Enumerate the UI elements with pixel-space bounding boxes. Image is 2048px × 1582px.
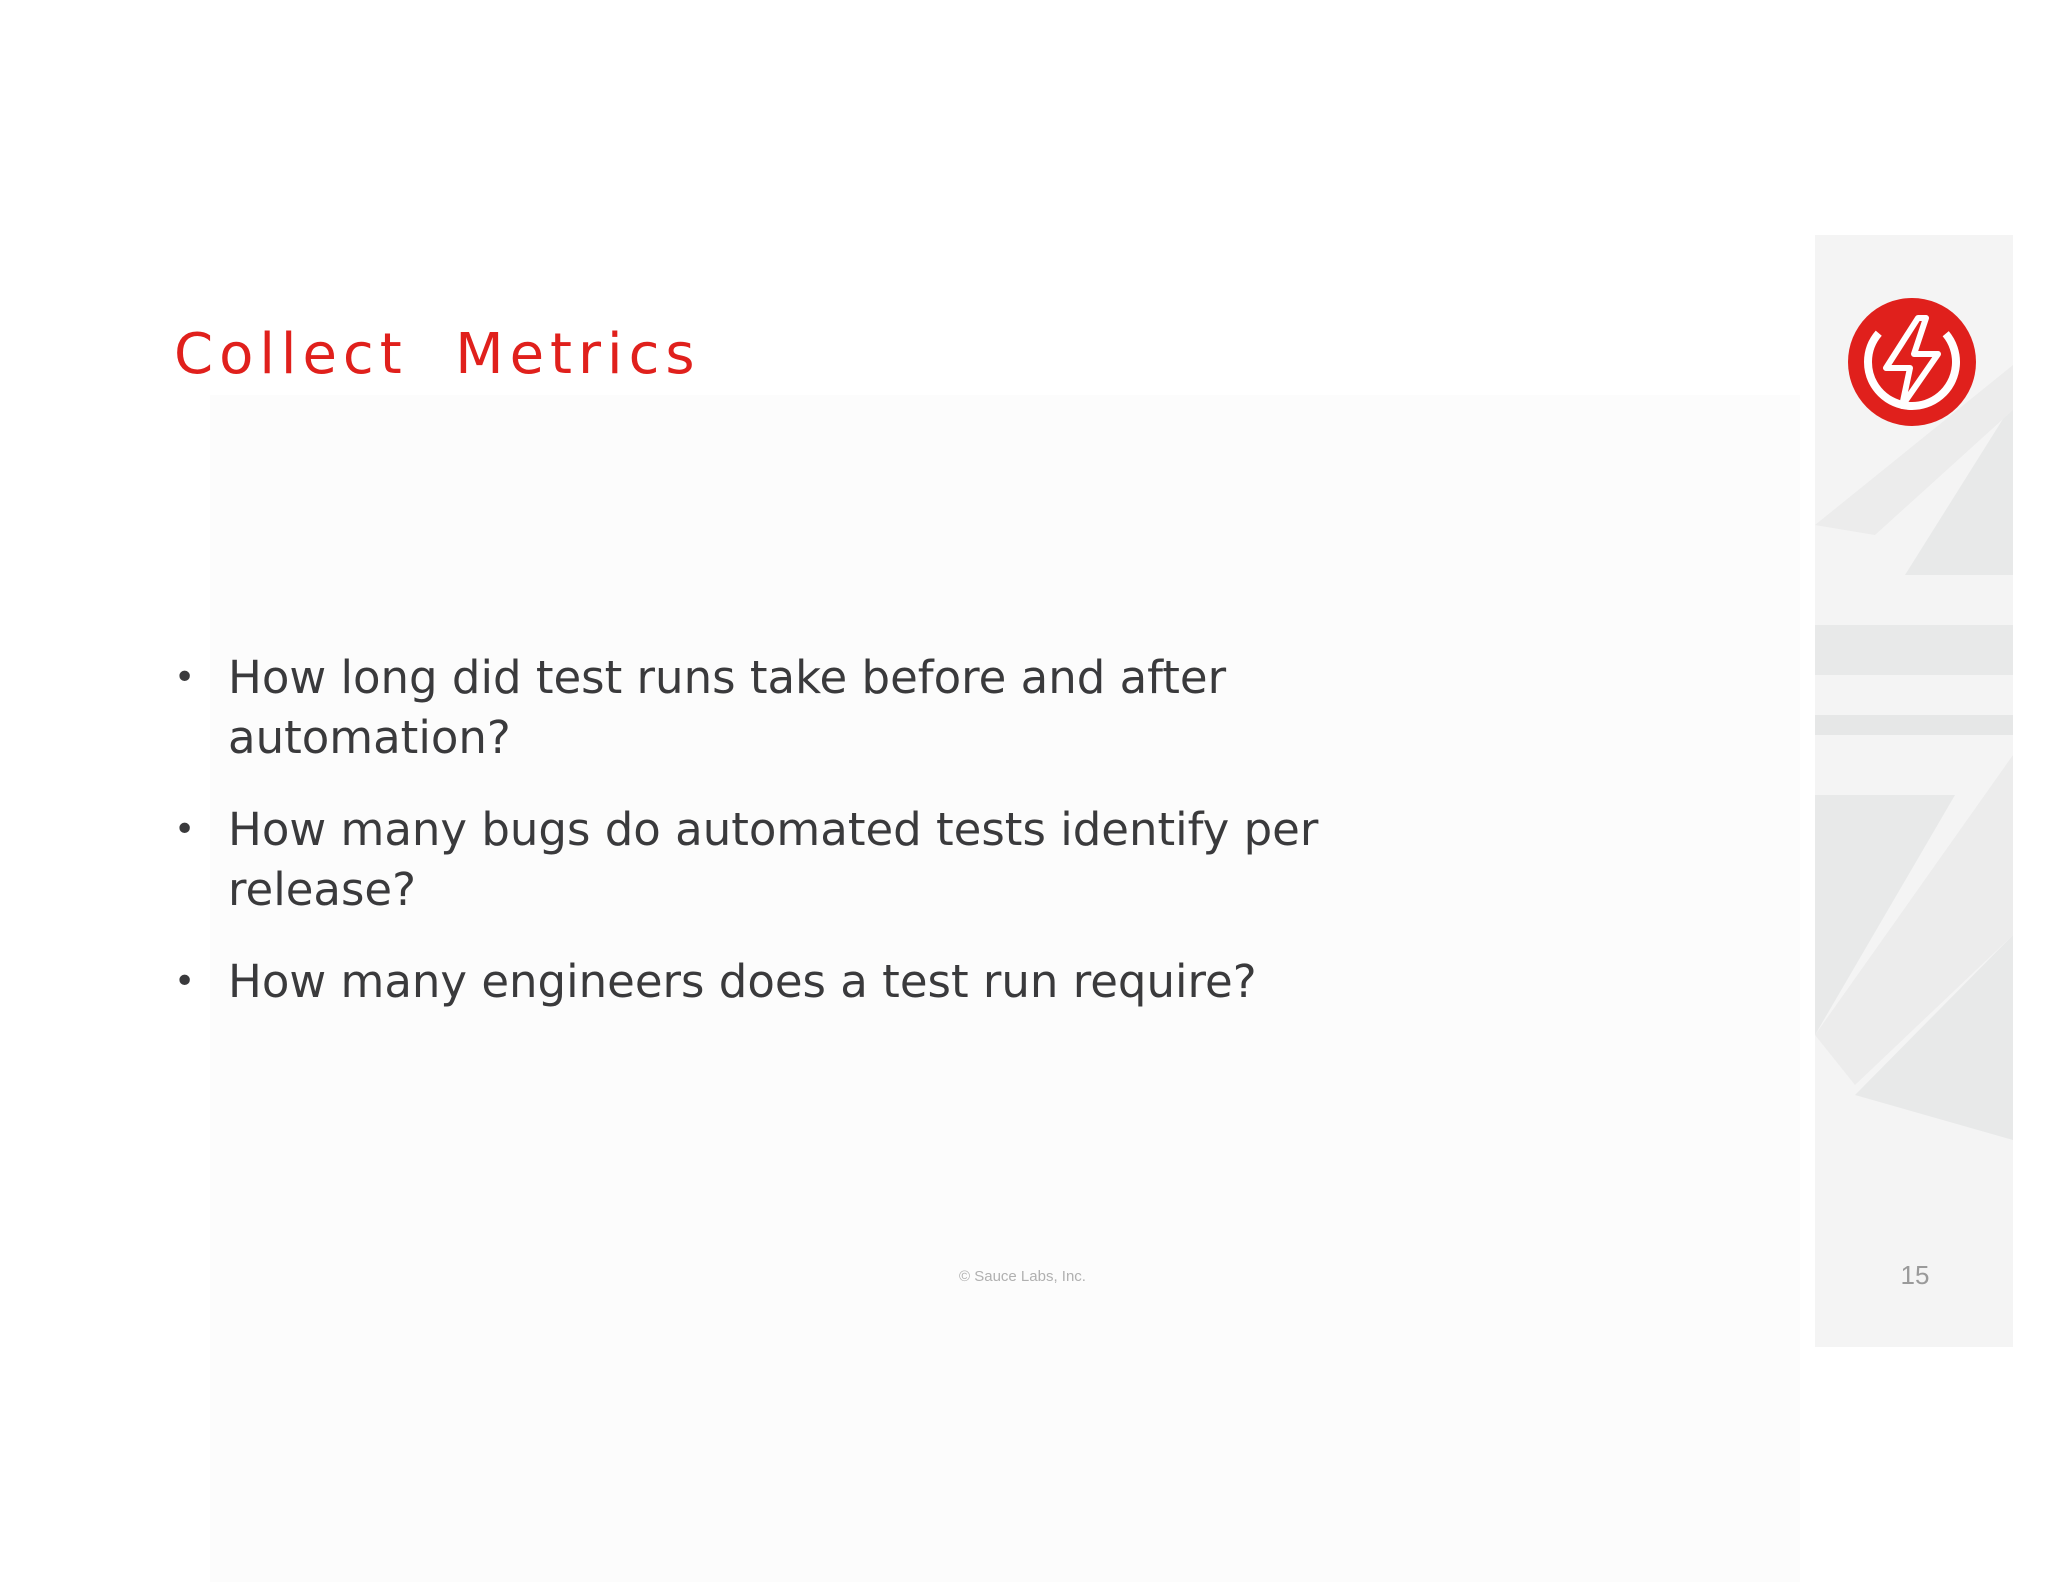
bullet-marker: •	[174, 657, 196, 698]
bullet-marker: •	[174, 961, 196, 1002]
lightning-bolt-icon	[1846, 296, 1978, 428]
bullet-item	[174, 648, 1354, 768]
bullet-text: How long did test runs take before and after automation?	[228, 651, 1227, 764]
bullet-item	[174, 952, 1354, 1012]
bullet-marker: •	[174, 809, 196, 850]
bullet-list	[174, 648, 1354, 1044]
copyright-footer: © Sauce Labs, Inc.	[959, 1268, 1086, 1285]
page-number: 15	[1900, 1260, 1930, 1290]
bullet-text: How many engineers does a test run require?	[228, 955, 1257, 1008]
bullet-item	[174, 800, 1354, 920]
slide-title: Collect Metrics	[174, 322, 701, 387]
bullet-text: How many bugs do automated tests identify per release?	[228, 803, 1319, 916]
